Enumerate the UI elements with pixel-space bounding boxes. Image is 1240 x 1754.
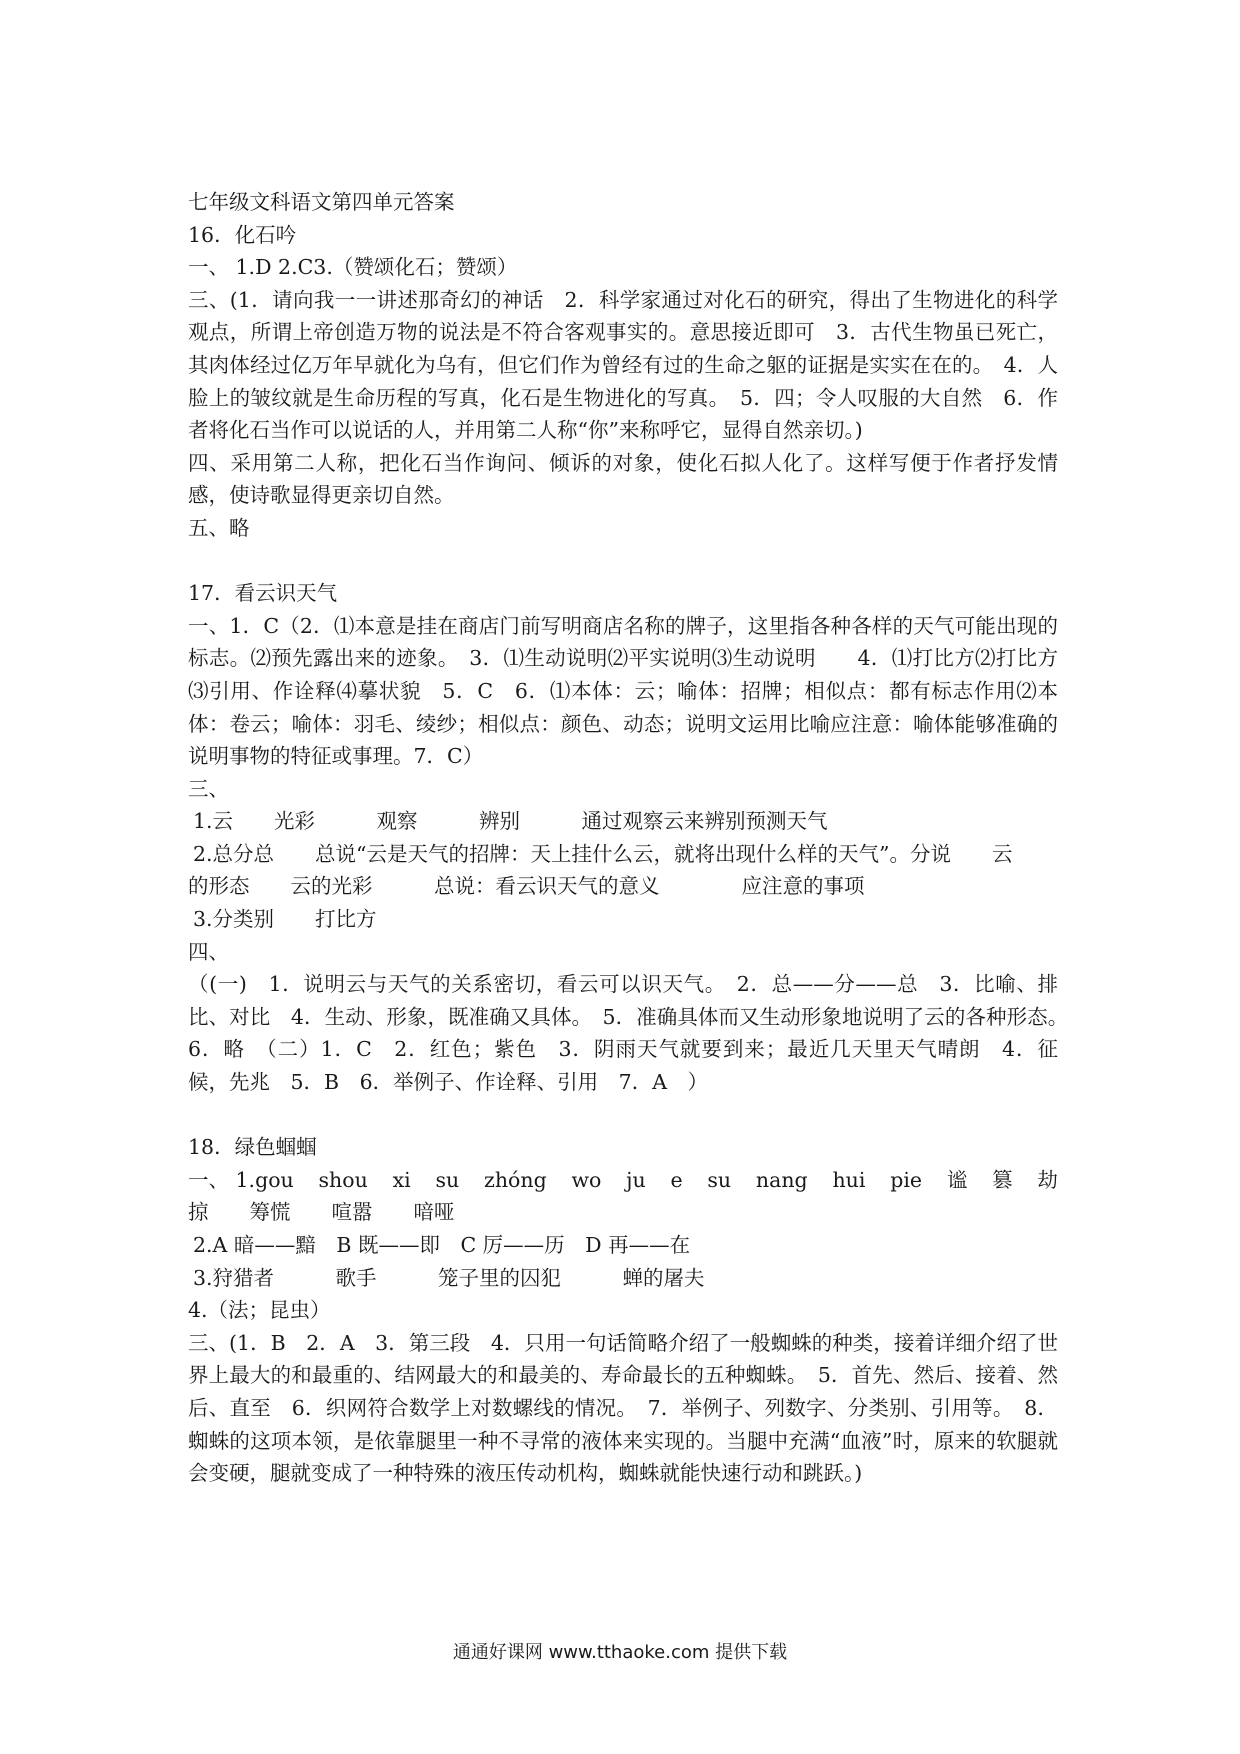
section-18-part-1-item-4: 4.（法；昆虫） [188, 1298, 331, 1323]
section-18-part-3: 三、(1．B 2．A 3．第三段 4．只用一句话简略介绍了一般蜘蛛的种类，接着详细介绍了世界上最大的和最重的、结网最大的和最美的、寿命最长的五种蜘蛛。 5．首先、然后、接着、然后、直至 6．织网符合数学上对数螺线的情况。 7．举例子、列数字、分类别、引用等。 8．蜘蛛的这项本领，是依靠腿里一种不寻常的液体来实现的。当腿中充满“血液”时，原来的软腿就会变硬，腿就变成了一种特殊的液压传动机构，蜘蛛就能快速行动和跳跃。) [188, 1330, 1058, 1486]
spacer [188, 1099, 1058, 1132]
pinyin-item: 谧 [946, 1167, 968, 1192]
section-16-heading: 16．化石吟 [188, 222, 297, 247]
pinyin-item: wo [571, 1167, 602, 1192]
pinyin-item: e [670, 1167, 683, 1192]
section-18-part-1-item-3: 3.狩猎者 歌手 笼子里的囚犯 蝉的屠夫 [193, 1265, 705, 1290]
section-17-part-4-label: 四、 [188, 939, 229, 964]
section-17-heading: 17．看云识天气 [188, 581, 338, 606]
spacer [188, 545, 1058, 578]
pinyin-item: ju [626, 1167, 646, 1192]
section-17-part-3-item-3: 3.分类别 打比方 [193, 907, 377, 932]
pinyin-item: 篡 [992, 1167, 1013, 1192]
section-18-heading: 18．绿色蝈蝈 [188, 1135, 317, 1160]
pinyin-item: shou [318, 1167, 368, 1192]
section-17-part-3-item-1: 1.云 光彩 观察 辨别 通过观察云来辨别预测天气 [193, 809, 828, 834]
pinyin-item: hui [832, 1167, 866, 1192]
section-18-part-1-cont: 掠 筹慌 喧嚣 喑哑 [188, 1200, 455, 1225]
pinyin-item: nang [755, 1167, 808, 1192]
section-16-part-5: 五、略 [188, 515, 250, 540]
section-18-pinyin-row [188, 1164, 1058, 1197]
pinyin-item: xi [392, 1167, 411, 1192]
document-title: 七年级文科语文第四单元答案 [188, 190, 455, 214]
answer-sheet [188, 186, 1079, 1490]
section-16-part-4: 四、采用第二人称，把化石当作询问、倾诉的对象，使化石拟人化了。这样写便于作者抒发情感，使诗歌显得更亲切自然。 [188, 450, 1058, 508]
section-16-part-1: 一、 1.D 2.C3.（赞颂化石；赞颂） [188, 255, 518, 280]
section-18-part-1-item-2: 2.A 暗——黯 B 既——即 C 厉——历 D 再——在 [193, 1233, 691, 1257]
section-17-part-3-label: 三、 [188, 776, 229, 801]
section-17-part-4: （(一) 1．说明云与天气的关系密切，看云可以识天气。 2．总——分——总 3．比喻、排比、对比 4．生动、形象，既准确又具体。 5．准确具体而又生动形象地说明了云的各种形态。 6．略 （二）1．C 2．红色；紫色 3．阴雨天气就要到来；最近几天里天气晴朗 4．征候，先兆 5．B 6．举例子、作诠释、引用 7．A ） [188, 972, 1079, 1095]
pinyin-item: 劫 [1037, 1167, 1058, 1192]
pinyin-item: su [707, 1167, 732, 1192]
page-footer: 通通好课网 www.tthaoke.com 提供下载 [452, 1642, 788, 1663]
pinyin-item: pie [890, 1167, 923, 1192]
section-17-part-1: 一、1．C（2．⑴本意是挂在商店门前写明商店名称的牌子，这里指各种各样的天气可能出现的标志。⑵预先露出来的迹象。 3．⑴生动说明⑵平实说明⑶生动说明 4．⑴打比方⑵打比方⑶引用、作诠释⑷摹状貌 5．C 6．⑴本体：云；喻体：招牌；相似点：都有标志作用⑵本体：卷云；喻体：羽毛、绫纱；相似点：颜色、动态；说明文运用比喻应注意：喻体能够准确的说明事物的特征或事理。7．C） [188, 613, 1058, 769]
pinyin-item: zhóng [484, 1167, 547, 1192]
section-16-part-3: 三、(1．请向我一一讲述那奇幻的神话 2．科学家通过对化石的研究，得出了生物进化的科学观点，所谓上帝创造万物的说法是不符合客观事实的。意思接近即可 3．古代生物虽已死亡，其肉体经过亿万年早就化为乌有，但它们作为曾经有过的生命之躯的证据是实实在在的。 4．人脸上的皱纹就是生命历程的写真，化石是生物进化的写真。 5．四；令人叹服的大自然 6．作者将化石当作可以说话的人，并用第二人称“你”来称呼它，显得自然亲切。) [188, 287, 1058, 443]
pinyin-item: su [435, 1167, 460, 1192]
section-17-part-3-item-2: 2.总分总 总说“云是天气的招牌：天上挂什么云，就将出现什么样的天气”。分说 云 [193, 841, 1013, 866]
section-17-part-3-item-2-cont: 的形态 云的光彩 总说：看云识天气的意义 应注意的事项 [188, 874, 865, 899]
pinyin-item: 一、 1.gou [188, 1167, 294, 1192]
